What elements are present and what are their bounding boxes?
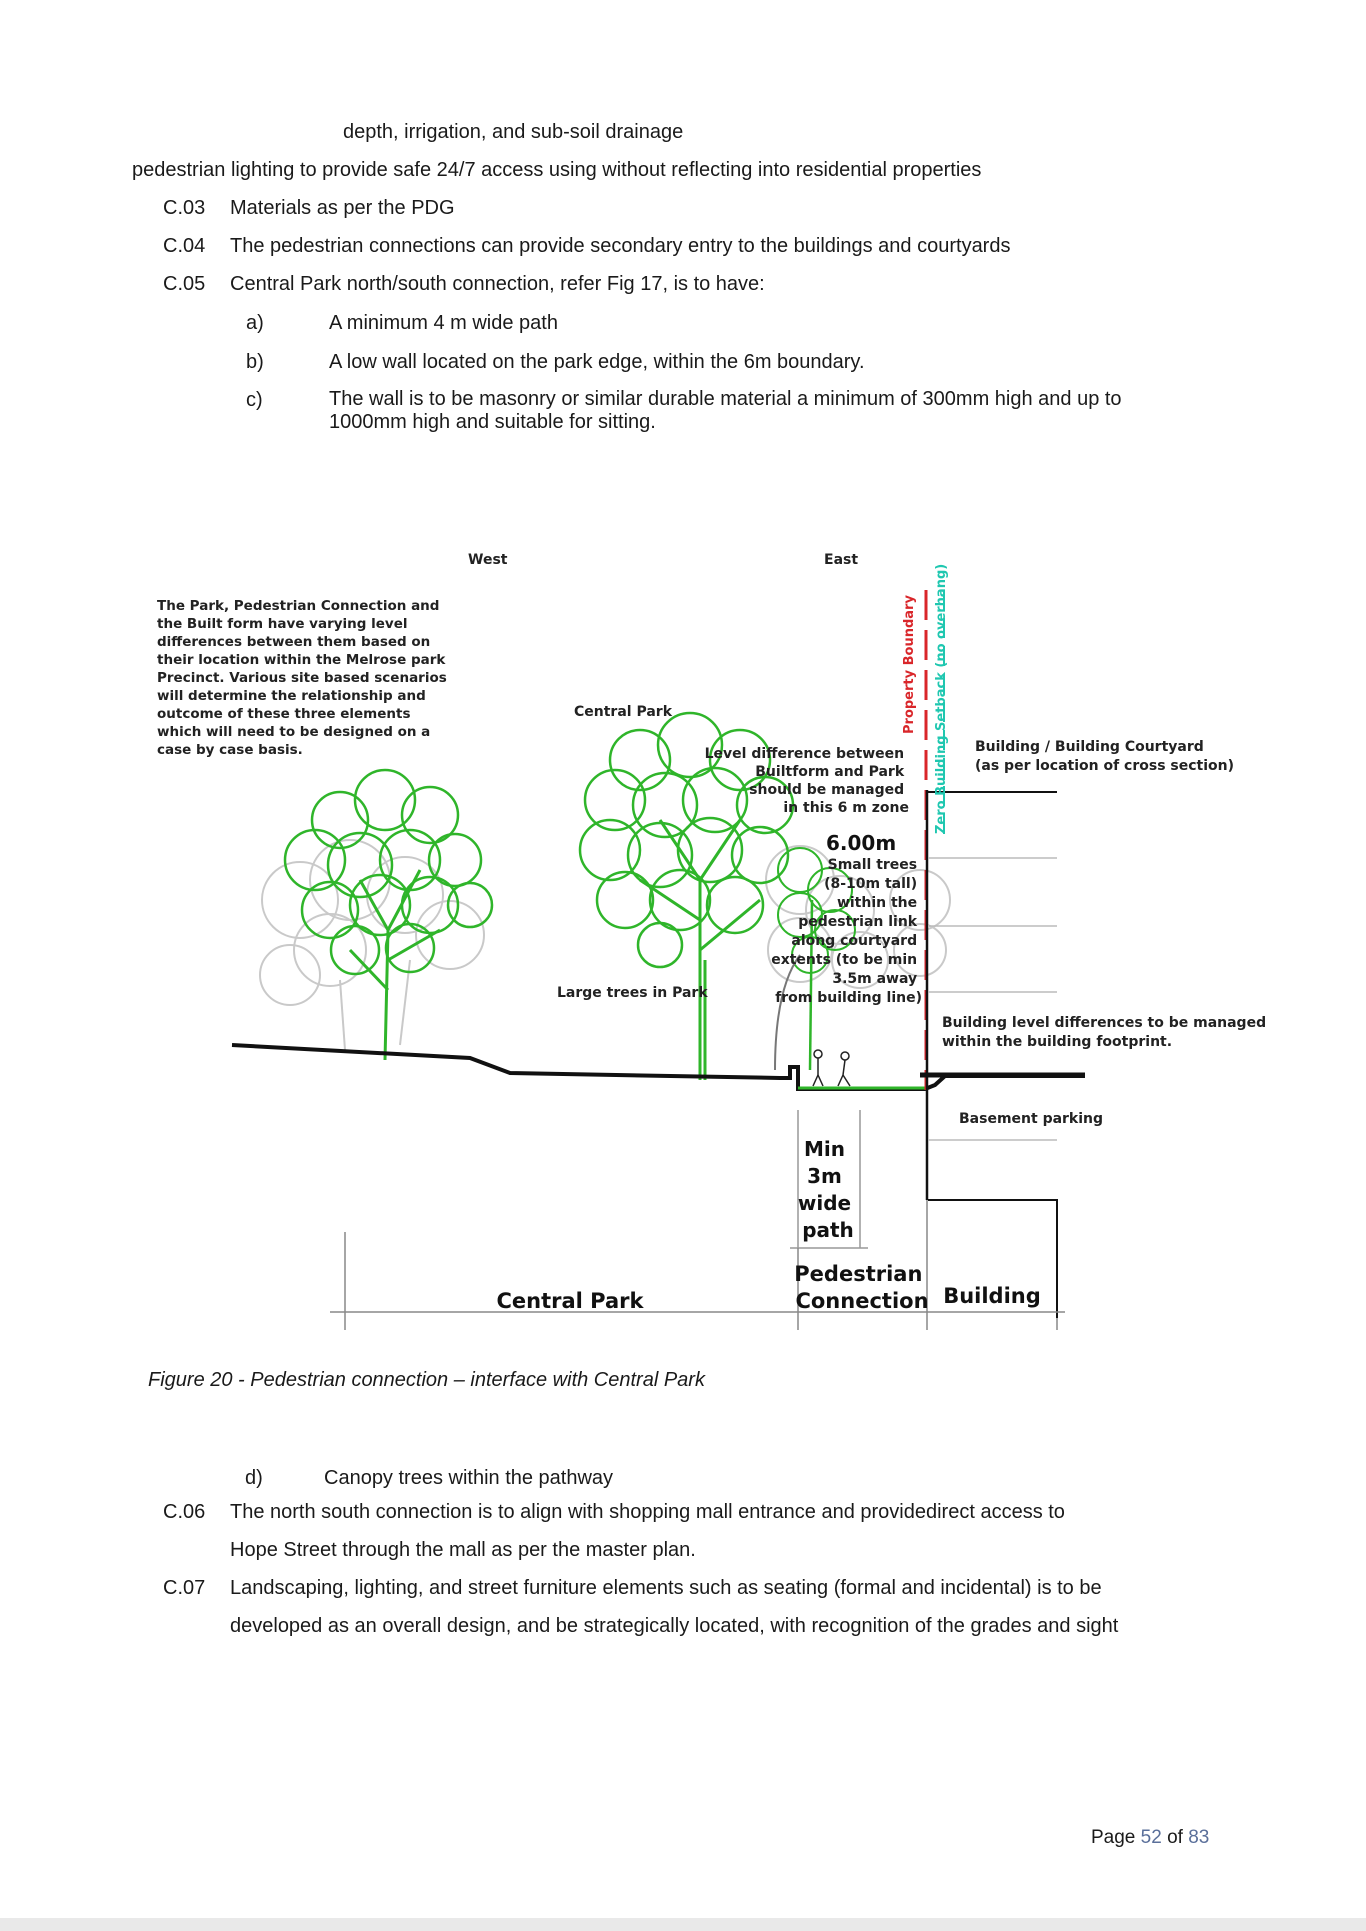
of-word: of <box>1167 1827 1183 1848</box>
item-text-c07-line2: developed as an overall design, and be strategically located, with recognition of the grades and sight <box>230 1615 1119 1637</box>
item-code-c03: C.03 <box>163 197 206 219</box>
label-east: East <box>824 552 859 568</box>
subitem-text-c: The wall is to be masonry or similar durable material a minimum of 300mm high and up to 1000mm high and suitable for sitting. <box>329 388 1122 433</box>
item-code-c04: C.04 <box>163 235 206 257</box>
item-code-c07: C.07 <box>163 1577 206 1599</box>
item-text-c03: Materials as per the PDG <box>230 197 455 219</box>
figure-caption: Figure 20 - Pedestrian connection – interface with Central Park <box>148 1369 705 1391</box>
ground-line <box>232 1045 1085 1089</box>
item-text-c07-line1: Landscaping, lighting, and street furniture elements such as seating (formal and incidental) is to be <box>230 1577 1102 1599</box>
label-central-park-top: Central Park <box>574 704 672 720</box>
item-text-c06-line2: Hope Street through the mall as per the master plan. <box>230 1539 696 1561</box>
label-min-path: Min 3m wide path <box>797 1137 854 1242</box>
label-building: Building <box>943 1284 1041 1308</box>
label-level-difference: Level difference between Builtform and Park should be managed in this 6 m zone <box>704 746 909 816</box>
subitem-text-a: A minimum 4 m wide path <box>329 312 558 334</box>
item-code-c06: C.06 <box>163 1501 206 1523</box>
body-line-depth: depth, irrigation, and sub-soil drainage <box>343 121 684 143</box>
label-pedestrian-connection: Pedestrian Connection <box>794 1262 929 1313</box>
body-line-lighting: pedestrian lighting to provide safe 24/7 access using without reflecting into residential properties <box>132 159 982 181</box>
park-tree-left <box>285 770 492 1060</box>
subitem-label-a: a) <box>246 312 264 334</box>
subitem-label-c: c) <box>246 389 263 411</box>
subitem-text-d: Canopy trees within the pathway <box>324 1467 614 1489</box>
page-word: Page <box>1091 1827 1136 1848</box>
label-dimension: 6.00m <box>826 831 897 855</box>
viewer-bottom-edge <box>0 1918 1366 1931</box>
subitem-label-b: b) <box>246 351 264 373</box>
retaining-wall <box>775 955 800 1070</box>
item-code-c05: C.05 <box>163 273 206 295</box>
bottom-dimension <box>330 1200 1065 1330</box>
item-text-c06-line1: The north south connection is to align with shopping mall entrance and providedirect access to <box>230 1501 1065 1523</box>
page-footer <box>1091 1826 1209 1850</box>
item-text-c05: Central Park north/south connection, refer Fig 17, is to have: <box>230 273 765 295</box>
label-small-trees: Small trees (8-10m tall) within the pedestrian link along courtyard extents (to be min 3.5m away from building line) <box>771 857 922 1006</box>
figure-intro-note: The Park, Pedestrian Connection and the Built form have varying level differences between them based on their location within the Melrose park Precinct. Various site based scenarios will determine the relationship and outcome of these three elements which will need to be designed on a case by case basis. <box>157 598 447 758</box>
label-building-level: Building level differences to be managed within the building footprint. <box>942 1015 1267 1050</box>
label-large-trees: Large trees in Park <box>557 985 708 1001</box>
subitem-text-b: A low wall located on the park edge, within the 6m boundary. <box>329 351 865 373</box>
label-central-park-bottom: Central Park <box>496 1289 644 1313</box>
label-west: West <box>468 552 508 568</box>
subitem-label-d: d) <box>245 1467 263 1489</box>
label-zero-setback: Zero Building Setback (no overhang) <box>934 563 949 834</box>
page-total: 83 <box>1188 1827 1210 1848</box>
label-basement: Basement parking <box>959 1111 1104 1127</box>
item-text-c04: The pedestrian connections can provide secondary entry to the buildings and courtyards <box>230 235 1011 257</box>
label-property-boundary: Property Boundary <box>902 595 917 734</box>
page-number: 52 <box>1140 1827 1162 1848</box>
label-courtyard: Building / Building Courtyard (as per location of cross section) <box>975 739 1235 774</box>
building-floors <box>928 858 1057 1140</box>
pedestrian-figures <box>813 1050 850 1086</box>
